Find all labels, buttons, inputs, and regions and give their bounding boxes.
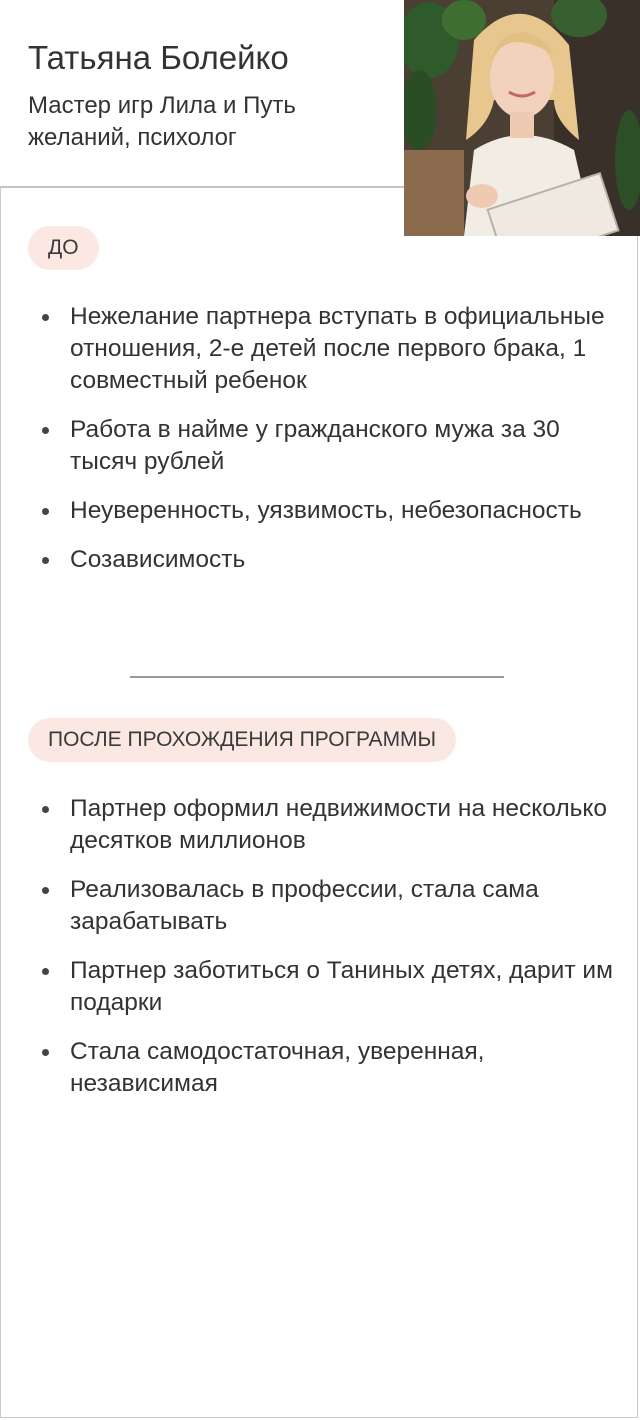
list-item-text: Нежелание партнера вступать в официальные отношения, 2-е детей после первого брака, 1 совместный ребенок	[70, 303, 605, 394]
profile-photo	[404, 0, 640, 236]
bullet-icon	[42, 1049, 49, 1056]
portrait-image	[404, 0, 640, 236]
before-badge: ДО	[28, 226, 99, 270]
bullet-icon	[42, 557, 49, 564]
list-item-text: Партнер заботиться о Таниных детях, дарит им подарки	[70, 957, 613, 1016]
list-item-text: Неуверенность, уязвимость, небезопасность	[70, 497, 582, 524]
list-item	[28, 414, 618, 478]
list-item-text: Созависимость	[70, 546, 246, 573]
list-item-text: Реализовалась в профессии, стала сама зарабатывать	[70, 876, 539, 935]
after-list	[28, 793, 618, 1117]
bullet-icon	[42, 968, 49, 975]
list-item-text: Работа в найме у гражданского мужа за 30 тысяч рублей	[70, 416, 560, 475]
bullet-icon	[42, 508, 49, 515]
bullet-icon	[42, 427, 49, 434]
list-item	[28, 793, 618, 857]
bullet-icon	[42, 314, 49, 321]
list-item	[28, 874, 618, 938]
before-list	[28, 301, 618, 593]
list-item-text: Партнер оформил недвижимости на несколько десятков миллионов	[70, 795, 608, 854]
profile-header	[28, 38, 388, 154]
list-item	[28, 301, 618, 397]
profile-role: Мастер игр Лила и Путь желаний, психолог	[28, 92, 296, 151]
profile-name: Татьяна Болейко	[28, 39, 289, 76]
list-item-text: Стала самодостаточная, уверенная, независимая	[70, 1038, 485, 1097]
list-item	[28, 495, 618, 527]
list-item	[28, 544, 618, 576]
bullet-icon	[42, 806, 49, 813]
bullet-icon	[42, 887, 49, 894]
list-item	[28, 1036, 618, 1100]
after-badge: ПОСЛЕ ПРОХОЖДЕНИЯ ПРОГРАММЫ	[28, 718, 456, 762]
section-divider	[130, 676, 504, 678]
list-item	[28, 955, 618, 1019]
